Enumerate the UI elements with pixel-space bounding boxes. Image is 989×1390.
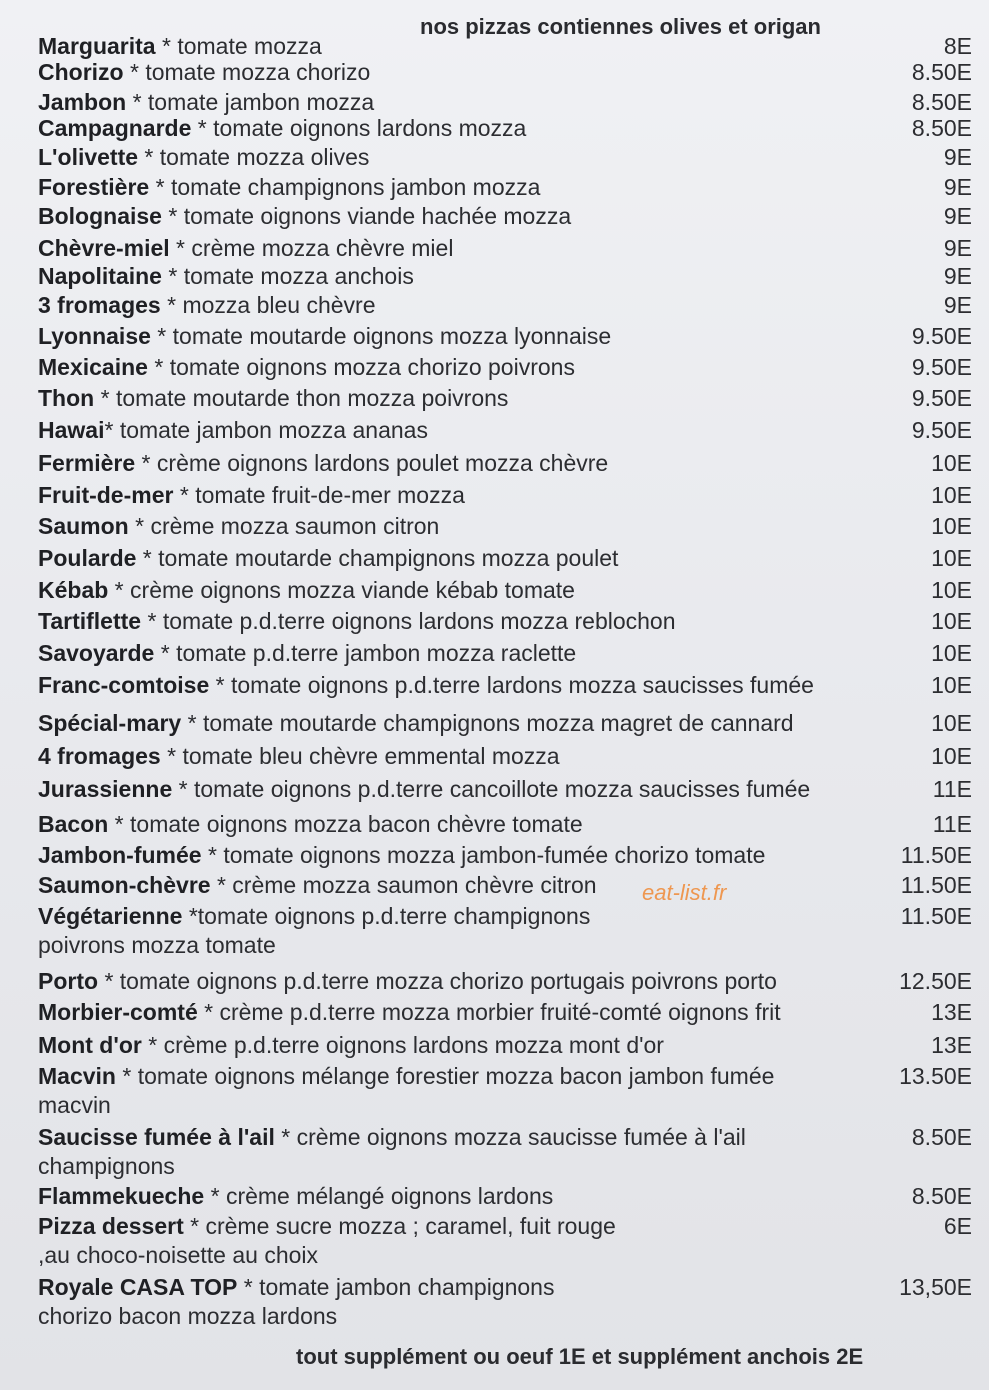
menu-item-description-block	[38, 1031, 931, 1060]
pizza-name: Forestière	[38, 174, 150, 200]
pizza-name: Jambon	[38, 89, 127, 115]
menu-item-description-block	[38, 449, 931, 478]
menu-item	[38, 902, 972, 960]
pizza-ingredients: tomate oignons lardons mozza	[213, 115, 527, 141]
menu-item-description-block	[38, 143, 944, 172]
pizza-price: 10E	[931, 450, 972, 476]
menu-item-description-block	[38, 202, 944, 231]
pizza-ingredients: tomate oignons mozza chorizo poivrons	[169, 354, 575, 380]
pizza-price: 8.50E	[911, 59, 972, 85]
separator-asterisk: *	[149, 174, 171, 200]
pizza-name: Saumon-chèvre	[38, 872, 211, 898]
separator-asterisk: *	[173, 482, 196, 508]
pizza-ingredients: tomate mozza	[177, 33, 322, 59]
pizza-ingredients: tomate oignons mélange forestier mozza bacon jambon fumée macvin	[38, 1063, 775, 1118]
menu-item-description-block	[38, 234, 944, 263]
menu-item	[38, 481, 972, 510]
pizza-ingredients: tomate moutarde thon mozza poivrons	[115, 385, 509, 411]
menu-item	[38, 1212, 972, 1270]
menu-item-description-block	[38, 114, 912, 143]
menu-item	[38, 775, 972, 804]
menu-item-description-block	[38, 709, 931, 738]
pizza-ingredients: mozza bleu chèvre	[182, 292, 376, 318]
pizza-ingredients: tomate moutarde champignons mozza magret de cannard	[202, 710, 794, 736]
menu-item	[38, 384, 972, 413]
pizza-ingredients: tomate p.d.terre oignons lardons mozza reblochon	[162, 608, 676, 634]
separator-asterisk: *	[141, 1032, 164, 1058]
separator-asterisk: *	[160, 292, 183, 318]
pizza-price: 9.50E	[911, 354, 972, 380]
menu-item-description-block	[38, 322, 912, 351]
menu-item-description-block	[38, 1182, 912, 1211]
pizza-name: Poularde	[38, 545, 137, 571]
menu-item	[38, 322, 972, 351]
separator-asterisk: *	[201, 842, 224, 868]
menu-item-description-block	[38, 58, 912, 87]
pizza-ingredients: tomate mozza anchois	[183, 263, 414, 289]
separator-asterisk: *	[128, 513, 151, 539]
separator-asterisk: *	[108, 577, 131, 603]
menu-item	[38, 262, 972, 291]
pizza-name: Napolitaine	[38, 263, 162, 289]
pizza-name: Mont d'or	[38, 1032, 142, 1058]
separator-asterisk: *	[94, 385, 116, 411]
pizza-price: 11E	[932, 776, 972, 802]
separator-asterisk: *	[181, 710, 203, 736]
pizza-price: 9.50E	[911, 323, 972, 349]
menu-item	[38, 58, 972, 87]
separator-asterisk: *	[210, 872, 233, 898]
menu-item-description-block	[38, 353, 912, 382]
pizza-ingredients: tomate p.d.terre jambon mozza raclette	[176, 640, 577, 666]
separator-asterisk: *	[150, 323, 173, 349]
pizza-price: 8.50E	[911, 1124, 972, 1150]
menu-item-description-block	[38, 607, 931, 636]
menu-footer: tout supplément ou oeuf 1E et supplément anchois 2E	[296, 1344, 864, 1369]
separator-asterisk: *	[136, 545, 159, 571]
menu-item-description-block	[38, 576, 931, 605]
pizza-name: Thon	[38, 385, 95, 411]
menu-item-description-block	[38, 173, 944, 202]
menu-item	[38, 742, 972, 771]
pizza-ingredients: tomate moutarde champignons mozza poulet	[158, 545, 619, 571]
pizza-ingredients: crème oignons mozza saucisse fumée à l'ail champignons	[38, 1124, 746, 1179]
separator-asterisk: *	[237, 1274, 260, 1300]
pizza-price: 11E	[932, 811, 972, 837]
pizza-name: Jurassienne	[38, 776, 173, 802]
menu-item-description-block	[38, 871, 901, 900]
menu-item	[38, 1062, 972, 1120]
pizza-ingredients: tomate jambon champignons chorizo bacon mozza lardons	[38, 1274, 555, 1329]
pizza-ingredients: crème mozza saumon chèvre citron	[232, 872, 597, 898]
pizza-name: 3 fromages	[38, 292, 161, 318]
pizza-price: 9E	[943, 292, 972, 318]
separator-asterisk: *	[182, 903, 198, 929]
pizza-price: 13.50E	[899, 1063, 972, 1089]
menu-item	[38, 607, 972, 636]
pizza-price: 10E	[931, 743, 972, 769]
menu-item	[38, 1182, 972, 1211]
pizza-price: 10E	[931, 513, 972, 539]
menu-item-description-block	[38, 742, 931, 771]
pizza-ingredients: crème oignons mozza viande kébab tomate	[130, 577, 575, 603]
separator-asterisk: *	[98, 968, 120, 994]
menu-item-description-block	[38, 967, 899, 996]
pizza-name: Hawai	[38, 417, 105, 443]
pizza-name: Porto	[38, 968, 99, 994]
menu-item	[38, 1123, 972, 1181]
menu-item-description-block	[38, 384, 912, 413]
menu-item	[38, 173, 972, 202]
pizza-ingredients: tomate oignons viande hachée mozza	[183, 203, 572, 229]
pizza-ingredients: tomate mozza chorizo	[145, 59, 371, 85]
pizza-name: Chèvre-miel	[38, 235, 170, 261]
menu-item	[38, 967, 972, 996]
pizza-ingredients: tomate champignons jambon mozza	[170, 174, 541, 200]
pizza-price: 13E	[931, 999, 972, 1025]
watermark: eat-list.fr	[642, 880, 727, 905]
menu-item	[38, 234, 972, 263]
pizza-price: 10E	[931, 577, 972, 603]
pizza-ingredients: tomate jambon mozza	[147, 89, 375, 115]
menu-item	[38, 114, 972, 143]
menu-item-description-block	[38, 88, 912, 117]
pizza-ingredients: crème mozza saumon citron	[150, 513, 440, 539]
menu-item-description-block	[38, 671, 931, 700]
menu-item	[38, 88, 972, 117]
pizza-name: L'olivette	[38, 144, 139, 170]
pizza-price: 10E	[931, 608, 972, 634]
separator-asterisk: *	[123, 59, 146, 85]
pizza-name: Fermière	[38, 450, 136, 476]
menu-item	[38, 512, 972, 541]
separator-asterisk: *	[147, 354, 170, 380]
separator-asterisk: *	[161, 203, 184, 229]
pizza-ingredients: crème mozza chèvre miel	[191, 235, 454, 261]
menu-item-description-block	[38, 1062, 810, 1120]
menu-item	[38, 32, 972, 61]
menu-item-description-block	[38, 639, 931, 668]
separator-asterisk: *	[154, 640, 177, 666]
pizza-name: Macvin	[38, 1063, 116, 1089]
separator-asterisk: *	[191, 115, 214, 141]
pizza-price: 11.50E	[900, 872, 972, 898]
pizza-ingredients: tomate oignons mozza bacon chèvre tomate	[130, 811, 583, 837]
pizza-price: 10E	[931, 710, 972, 736]
menu-item-description-block	[38, 544, 931, 573]
menu-item-description-block	[38, 416, 912, 445]
pizza-ingredients: tomate oignons p.d.terre champignons poivrons mozza tomate	[38, 903, 591, 958]
menu-item	[38, 1031, 972, 1060]
pizza-name: Pizza dessert	[38, 1213, 184, 1239]
pizza-ingredients: tomate moutarde oignons mozza lyonnaise	[172, 323, 612, 349]
pizza-name: Franc-comtoise	[38, 672, 210, 698]
pizza-name: Bolognaise	[38, 203, 162, 229]
menu-item	[38, 998, 972, 1027]
separator-asterisk: *	[138, 144, 160, 170]
pizza-price: 8E	[943, 33, 972, 59]
menu-item-description-block	[38, 481, 931, 510]
pizza-name: Bacon	[38, 811, 109, 837]
pizza-name: Lyonnaise	[38, 323, 151, 349]
pizza-price: 8.50E	[911, 89, 972, 115]
menu-item-description-block	[38, 902, 610, 960]
pizza-price: 11.50E	[900, 903, 972, 929]
separator-asterisk: *	[135, 450, 157, 476]
separator-asterisk: *	[160, 743, 183, 769]
separator-asterisk: *	[126, 89, 148, 115]
menu-item	[38, 576, 972, 605]
pizza-name: Fruit-de-mer	[38, 482, 174, 508]
menu-item	[38, 416, 972, 445]
pizza-ingredients: crème mélangé oignons lardons	[225, 1183, 554, 1209]
pizza-ingredients: crème p.d.terre oignons lardons mozza mont d'or	[163, 1032, 664, 1058]
pizza-price: 9E	[943, 144, 972, 170]
pizza-name: Végétarienne	[38, 903, 183, 929]
pizza-ingredients: tomate oignons p.d.terre lardons mozza saucisses fumée	[231, 672, 814, 698]
pizza-price: 11.50E	[900, 842, 972, 868]
menu-item	[38, 709, 972, 738]
pizza-ingredients: crème sucre mozza ; caramel, fuit rouge ,au choco-noisette au choix	[38, 1213, 616, 1268]
menu-item	[38, 143, 972, 172]
pizza-name: Saumon	[38, 513, 129, 539]
pizza-ingredients: tomate mozza olives	[159, 144, 370, 170]
pizza-ingredients: tomate fruit-de-mer mozza	[195, 482, 465, 508]
menu-item-description-block	[38, 775, 933, 804]
menu-item	[38, 671, 972, 700]
pizza-price: 9E	[943, 174, 972, 200]
separator-asterisk: *	[169, 235, 192, 261]
separator-asterisk: *	[108, 811, 131, 837]
pizza-name: Jambon-fumée	[38, 842, 202, 868]
pizza-ingredients: crème p.d.terre mozza morbier fruité-comté oignons frit	[219, 999, 781, 1025]
menu-item-description-block	[38, 291, 944, 320]
menu-item	[38, 871, 972, 900]
menu-item-description-block	[38, 1273, 645, 1331]
pizza-price: 10E	[931, 672, 972, 698]
pizza-name: Kébab	[38, 577, 109, 603]
pizza-ingredients: crème oignons lardons poulet mozza chèvre	[156, 450, 609, 476]
pizza-name: Tartiflette	[38, 608, 142, 634]
pizza-name: Royale CASA TOP	[38, 1274, 238, 1300]
menu-item-description-block	[38, 1123, 860, 1181]
separator-asterisk: *	[155, 33, 178, 59]
pizza-price: 12.50E	[899, 968, 972, 994]
menu-item	[38, 810, 972, 839]
menu-item-description-block	[38, 262, 944, 291]
pizza-name: Marguarita	[38, 33, 156, 59]
separator-asterisk: *	[115, 1063, 138, 1089]
pizza-price: 9E	[943, 203, 972, 229]
pizza-ingredients: tomate oignons p.d.terre cancoillote mozza saucisses fumée	[193, 776, 811, 802]
pizza-price: 10E	[931, 545, 972, 571]
pizza-name: Morbier-comté	[38, 999, 198, 1025]
menu-item-description-block	[38, 512, 931, 541]
menu-item	[38, 202, 972, 231]
pizza-price: 13E	[931, 1032, 972, 1058]
pizza-price: 13,50E	[899, 1274, 972, 1300]
pizza-name: Spécial-mary	[38, 710, 182, 736]
separator-asterisk: *	[204, 1183, 226, 1209]
pizza-name: Campagnarde	[38, 115, 192, 141]
menu-item-description-block	[38, 1212, 640, 1270]
separator-asterisk: *	[141, 608, 163, 634]
pizza-ingredients: tomate oignons p.d.terre mozza chorizo portugais poivrons porto	[119, 968, 777, 994]
menu-item	[38, 291, 972, 320]
pizza-price: 6E	[943, 1213, 972, 1239]
pizza-price: 9E	[943, 263, 972, 289]
pizza-ingredients: tomate jambon mozza ananas	[119, 417, 428, 443]
separator-asterisk: *	[172, 776, 194, 802]
pizza-name: 4 fromages	[38, 743, 161, 769]
pizza-ingredients: tomate bleu chèvre emmental mozza	[182, 743, 560, 769]
pizza-name: Chorizo	[38, 59, 124, 85]
menu-header: nos pizzas contiennes olives et origan	[420, 14, 821, 39]
separator-asterisk: *	[161, 263, 184, 289]
pizza-name: Savoyarde	[38, 640, 155, 666]
menu-item-description-block	[38, 998, 931, 1027]
pizza-price: 9.50E	[911, 385, 972, 411]
pizza-price: 8.50E	[911, 1183, 972, 1209]
menu-item	[38, 449, 972, 478]
menu-item	[38, 841, 972, 870]
separator-asterisk: *	[183, 1213, 206, 1239]
separator-asterisk: *	[274, 1124, 297, 1150]
pizza-name: Saucisse fumée à l'ail	[38, 1124, 275, 1150]
pizza-price: 10E	[931, 482, 972, 508]
pizza-price: 10E	[931, 640, 972, 666]
menu-item	[38, 544, 972, 573]
menu-item	[38, 353, 972, 382]
pizza-name: Mexicaine	[38, 354, 148, 380]
menu-item	[38, 1273, 972, 1331]
separator-asterisk: *	[104, 417, 120, 443]
pizza-price: 8.50E	[911, 115, 972, 141]
separator-asterisk: *	[209, 672, 231, 698]
pizza-name: Flammekueche	[38, 1183, 205, 1209]
pizza-ingredients: tomate oignons mozza jambon-fumée chorizo tomate	[223, 842, 766, 868]
menu-item	[38, 639, 972, 668]
menu-item-description-block	[38, 32, 944, 61]
menu-item-description-block	[38, 841, 901, 870]
pizza-price: 9E	[943, 235, 972, 261]
separator-asterisk: *	[197, 999, 220, 1025]
menu-item-description-block	[38, 810, 933, 839]
pizza-price: 9.50E	[911, 417, 972, 443]
